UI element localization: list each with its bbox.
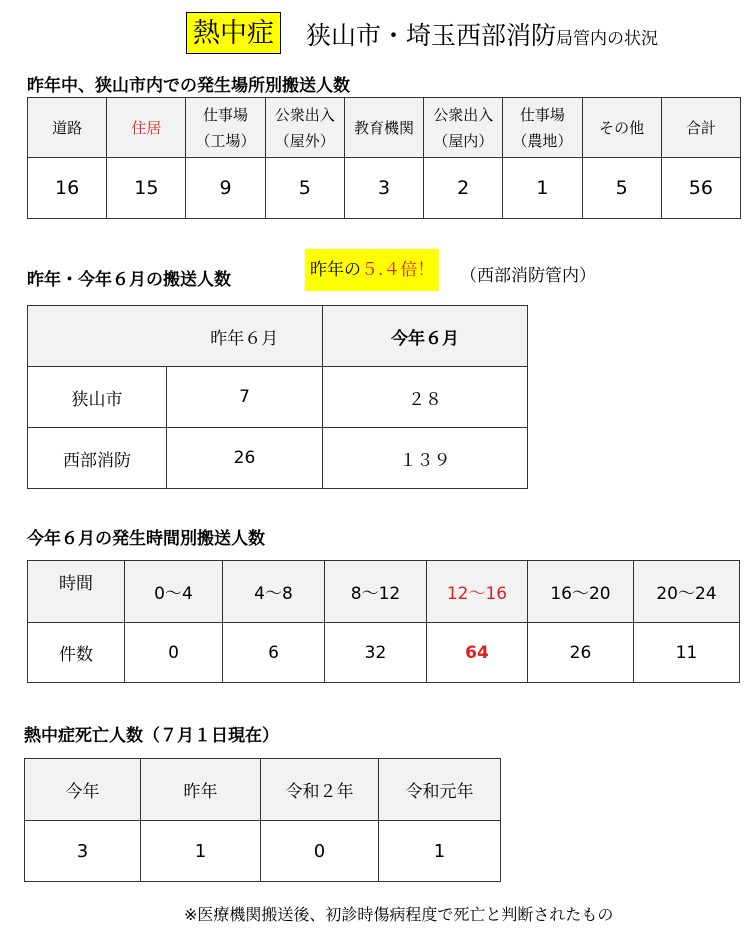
header-line2: （工場） [195,131,256,150]
location-header-cell [186,98,265,158]
section3-heading: 今年６月の発生時間別搬送人数 [27,529,265,549]
time-slot-cell: 8〜12 [325,561,427,623]
june-row [28,367,528,428]
footnote: ※医療機関搬送後、初診時傷病程度で死亡と判断されたもの [184,905,614,924]
june-corner-cell [28,306,167,367]
header-line1: 教育機関 [353,118,414,137]
highlight-note: （西部消防管内） [460,266,596,286]
june-header-row [28,306,528,367]
header-line1: 合計 [685,118,716,137]
death-header-cell: 令和元年 [379,759,501,821]
time-count-cell: 0 [125,623,223,683]
time-slot-table [27,560,740,683]
section2-heading: 昨年・今年６月の搬送人数 [27,270,231,290]
time-slot-header-row [28,561,740,623]
location-header-cell [28,98,107,158]
header-line2: （屋内） [433,131,494,150]
header-line2: （屋外） [274,131,335,150]
location-value-cell: 15 [107,158,186,219]
location-table [27,97,741,219]
page-title: 熱中症 [186,12,281,54]
location-header-cell [424,98,503,158]
location-value-cell: 1 [503,158,582,219]
highlight-value: ５.４倍！ [361,260,435,280]
header-line1: 公衆出入 [274,105,335,124]
location-value-cell: 5 [265,158,344,219]
death-value-row [25,821,501,882]
header-line1: 仕事場 [519,105,565,124]
death-value-cell: 0 [261,821,379,882]
time-count-cell: 32 [325,623,427,683]
location-value-cell: 5 [582,158,661,219]
june-this-year-value: １３９ [323,428,528,489]
time-count-cell: 11 [634,623,740,683]
death-header-row [25,759,501,821]
time-count-cell: 26 [528,623,634,683]
header-line1: その他 [599,118,645,137]
location-header-row [28,98,741,158]
header-line2: （農地） [512,131,573,150]
time-count-row [28,623,740,683]
june-last-year-value: 26 [167,428,323,489]
death-header-cell: 今年 [25,759,141,821]
june-last-year-value: 7 [167,367,323,428]
death-count-table [24,758,501,882]
time-slot-cell: 4〜8 [223,561,325,623]
location-value-cell: 3 [344,158,423,219]
location-header-cell [582,98,661,158]
june-comparison-table [27,305,528,489]
time-label: 時間 [28,561,125,623]
june-header-last-year: 昨年６月 [167,306,323,367]
location-header-cell [661,98,740,158]
june-row-label: 西部消防 [28,428,167,489]
count-label: 件数 [28,623,125,683]
location-header-cell [265,98,344,158]
header-line1: 住居 [131,118,162,137]
subtitle-small: 局管内の状況 [556,29,659,49]
header-line1: 公衆出入 [433,105,494,124]
time-slot-cell: 0〜4 [125,561,223,623]
increase-highlight [305,249,439,291]
death-value-cell: 1 [379,821,501,882]
location-header-cell [503,98,582,158]
highlight-prefix: 昨年の [310,260,361,280]
subtitle-main: 狭山市・埼玉西部消防 [306,21,557,50]
time-slot-cell: 16〜20 [528,561,634,623]
header-line1: 道路 [52,118,83,137]
time-slot-cell: 12〜16 [427,561,528,623]
june-row-label: 狭山市 [28,367,167,428]
location-value-cell: 56 [661,158,740,219]
time-count-cell: 64 [427,623,528,683]
location-value-cell: 2 [424,158,503,219]
june-header-this-year: 今年６月 [323,306,528,367]
location-value-cell: 16 [28,158,107,219]
location-header-cell [107,98,186,158]
time-count-cell: 6 [223,623,325,683]
location-value-cell: 9 [186,158,265,219]
death-value-cell: 3 [25,821,141,882]
location-header-cell [344,98,423,158]
section1-heading: 昨年中、狭山市内での発生場所別搬送人数 [27,76,350,96]
death-value-cell: 1 [141,821,261,882]
section4-heading: 熱中症死亡人数（７月１日現在） [24,726,279,746]
page-subtitle [306,20,658,55]
june-this-year-value: ２８ [323,367,528,428]
death-header-cell: 昨年 [141,759,261,821]
location-value-row [28,158,741,219]
death-header-cell: 令和２年 [261,759,379,821]
title-row [0,12,750,56]
time-slot-cell: 20〜24 [634,561,740,623]
june-row [28,428,528,489]
header-line1: 仕事場 [203,105,249,124]
